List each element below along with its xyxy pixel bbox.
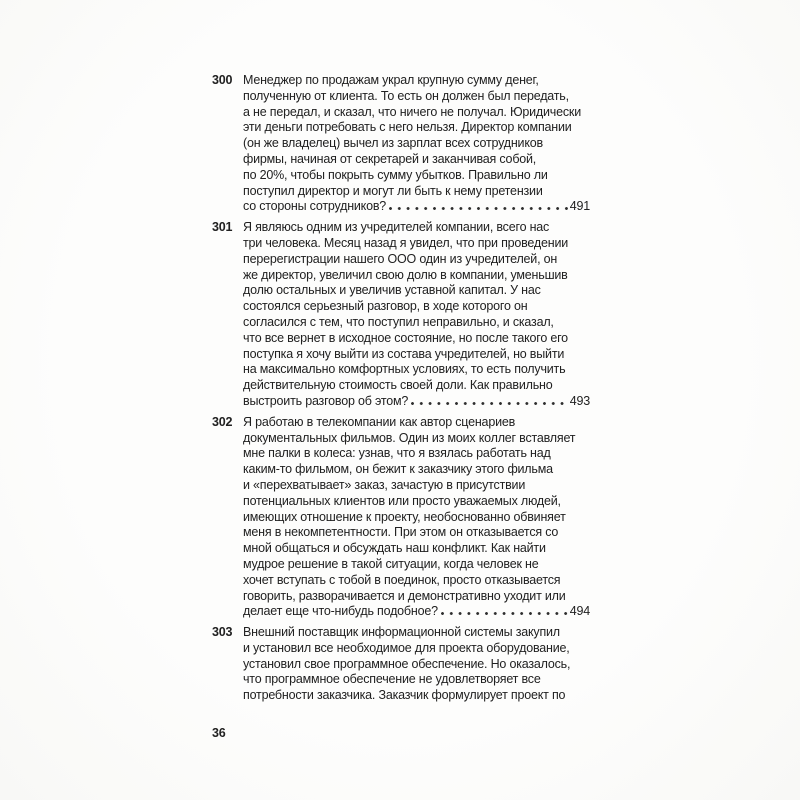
entry-page-number: 494: [569, 604, 590, 619]
entry-line: и установил все необходимое для проекта оборудование,: [243, 640, 570, 655]
entry-page-number: 493: [569, 393, 590, 408]
entry-line: на максимально комфортных условиях, то есть получить: [243, 362, 566, 377]
entry-last-line-text: со стороны сотрудников?: [243, 199, 387, 214]
entry-line: говорить, разворачивается и демонстративно уходит или: [243, 588, 566, 603]
entry-line: эти деньги потребовать с него нельзя. Директор компании: [243, 120, 572, 135]
dot-leader: [389, 207, 569, 210]
entry-line: по 20%, чтобы покрыть сумму убытков. Правильно ли: [243, 167, 548, 182]
entry-line: поступил директор и могут ли быть к нему претензии: [243, 183, 543, 198]
entry-line: же директор, увеличил свою долю в компании, уменьшив: [243, 267, 568, 282]
entry-line: (он же владелец) вычел из зарплат всех сотрудников: [243, 136, 543, 151]
entry-line: Менеджер по продажам украл крупную сумму денег,: [243, 73, 539, 87]
entry-number: 302: [212, 414, 233, 429]
entry-last-line: [243, 394, 590, 410]
entry-text: [243, 73, 590, 215]
entry-line: Я являюсь одним из учредителей компании, всего нас: [243, 220, 550, 235]
entry-line: мной общаться и обсуждать наш конфликт. Как найти: [243, 541, 546, 556]
toc-entry: [212, 415, 590, 620]
entry-line: хочет вступать с тобой в поединок, просто отказывается: [243, 572, 561, 587]
entry-line: действительную стоимость своей доли. Как правильно: [243, 378, 553, 393]
entry-line: и «перехватывает» заказ, зачастую в присутствии: [243, 477, 526, 492]
entry-last-line: [243, 604, 590, 620]
entry-line: что программное обеспечение не удовлетворяет все: [243, 672, 541, 687]
entry-number: 301: [212, 220, 233, 235]
entry-text: [243, 415, 590, 620]
entry-line: мне палки в колеса: узнав, что я взялась работать над: [243, 446, 551, 461]
entry-line: документальных фильмов. Один из моих коллег вставляет: [243, 430, 576, 445]
dot-leader: [441, 612, 569, 615]
entry-line: долю остальных и увеличив уставной капитал. У нас: [243, 283, 541, 298]
entry-line: установил свое программное обеспечение. Но оказалось,: [243, 656, 571, 671]
toc-entry: [212, 73, 590, 215]
entry-line: имеющих отношение к проекту, необоснованно обвиняет: [243, 509, 566, 524]
entry-last-line-text: выстроить разговор об этом?: [243, 393, 409, 408]
entry-line: меня в некомпетентности. При этом он отказывается со: [243, 525, 559, 540]
entry-line: три человека. Месяц назад я увидел, что при проведении: [243, 235, 569, 250]
entry-line: поступка я хочу выйти из состава учредителей, но выйти: [243, 346, 565, 361]
entry-line: полученную от клиента. То есть он должен был передать,: [243, 88, 569, 103]
entry-number: 300: [212, 73, 233, 87]
toc-entry: [212, 625, 590, 704]
entry-line: фирмы, начиная от секретарей и заканчивая собой,: [243, 151, 537, 166]
entry-last-line-text: делает еще что-нибудь подобное?: [243, 604, 438, 619]
entry-number: 303: [212, 625, 233, 640]
toc-entry: [212, 220, 590, 410]
entry-line: состоялся серьезный разговор, в ходе которого он: [243, 299, 528, 314]
entry-last-line: [243, 199, 590, 215]
toc-entries: [212, 73, 590, 709]
entry-line: что все вернет в исходное состояние, но после такого его: [243, 330, 568, 345]
entry-line: каким-то фильмом, он бежит к заказчику этого фильма: [243, 462, 553, 477]
entry-line: мудрое решение в такой ситуации, когда человек не: [243, 556, 539, 571]
entry-line: Я работаю в телекомпании как автор сценариев: [243, 414, 516, 429]
entry-line: Внешний поставщик информационной системы закупил: [243, 625, 560, 640]
entry-line: а не передал, и сказал, что ничего не получал. Юридически: [243, 104, 581, 119]
dot-leader: [411, 402, 569, 405]
entry-line: потенциальных клиентов или просто уважаемых людей,: [243, 493, 561, 508]
page-number: 36: [212, 726, 226, 740]
entry-line: согласился с тем, что поступил неправильно, и сказал,: [243, 314, 554, 329]
entry-text: [243, 625, 590, 704]
entry-line: потребности заказчика. Заказчик формулирует проект по: [243, 688, 566, 703]
entry-text: [243, 220, 590, 410]
entry-line: перерегистрации нашего ООО один из учредителей, он: [243, 251, 558, 266]
entry-page-number: 491: [569, 199, 590, 214]
